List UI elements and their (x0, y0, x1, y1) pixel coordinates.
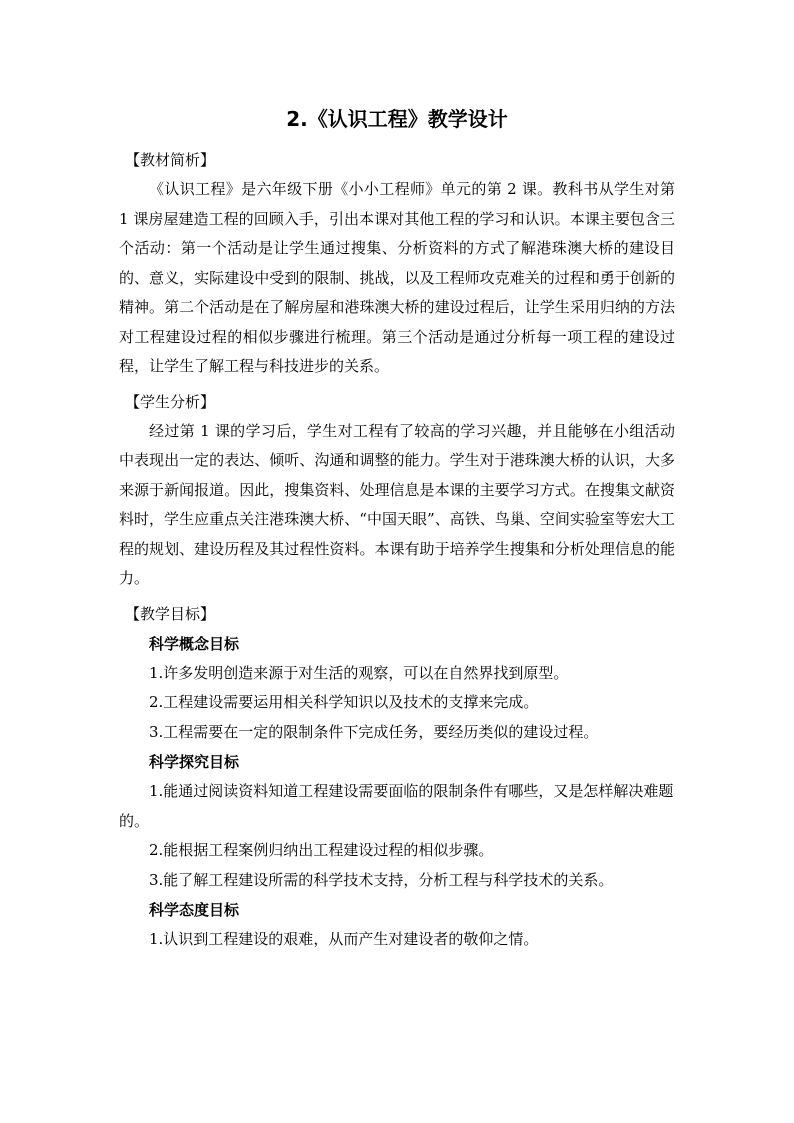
inquiry-goal-item: 2.能根据工程案例归纳出工程建设过程的相似步骤。 (149, 841, 494, 859)
concept-goal-item: 3.工程需要在一定的限制条件下完成任务，要经历类似的建设过程。 (149, 722, 599, 741)
inquiry-goal-item: 3.能了解工程建设所需的科学技术支持，分析工程与科学技术的关系。 (149, 870, 614, 889)
subheading-attitude-goals: 科学态度目标 (149, 901, 240, 919)
concept-goal-item: 2.工程建设需要运用相关科学知识以及技术的支撑来完成。 (149, 693, 539, 711)
document-page (119, 103, 675, 955)
section-heading-teaching-goals: 【教学目标】 (125, 604, 216, 623)
subheading-inquiry-goals: 科学探究目标 (149, 753, 240, 771)
student-analysis-paragraph: 经过第 1 课的学习后，学生对工程有了较高的学习兴趣，并且能够在小组活动中表现出一定的表达、倾听、沟通和调整的能力。学生对于港珠澳大桥的认识，大多来源于新闻报道。因此，搜集资料、处理信息是本课的主要学习方式。在搜集文献资料时，学生应重点关注港珠澳大桥、“中国天眼”、高铁、鸟巢、空间实验室等宏大工程的规划、建设历程及其过程性资料。本课有助于培养学生搜集和分析处理信息的能力。 (119, 421, 675, 587)
textbook-analysis-paragraph: 《认识工程》是六年级下册《小小工程师》单元的第 2 课。教科书从学生对第 1 课房屋建造工程的回顾入手，引出本课对其他工程的学习和认识。本课主要包含三个活动：第一个活动是让学生通过搜集、分析资料的方式了解港珠澳大桥的建设目的、意义，实际建设中受到的限制、挑战，以及工程师攻克难关的过程和勇于创新的精神。第二个活动是在了解房屋和港珠澳大桥的建设过程后，让学生采用归纳的方法对工程建设过程的相似步骤进行梳理。第三个活动是通过分析每一项工程的建设过程，让学生了解工程与科技进步的关系。 (119, 180, 675, 375)
inquiry-goal-item: 1.能通过阅读资料知道工程建设需要面临的限制条件有哪些，又是怎样解决难题的。 (119, 782, 674, 830)
section-heading-student-analysis: 【学生分析】 (125, 392, 216, 411)
document-title: 2.《认识工程》教学设计 (286, 107, 508, 131)
section-heading-textbook-analysis: 【教材简析】 (125, 151, 216, 169)
subheading-concept-goals: 科学概念目标 (149, 634, 240, 653)
attitude-goal-item: 1.认识到工程建设的艰难，从而产生对建设者的敬仰之情。 (149, 930, 539, 948)
concept-goal-item: 1.许多发明创造来源于对生活的观察，可以在自然界找到原型。 (149, 663, 569, 682)
